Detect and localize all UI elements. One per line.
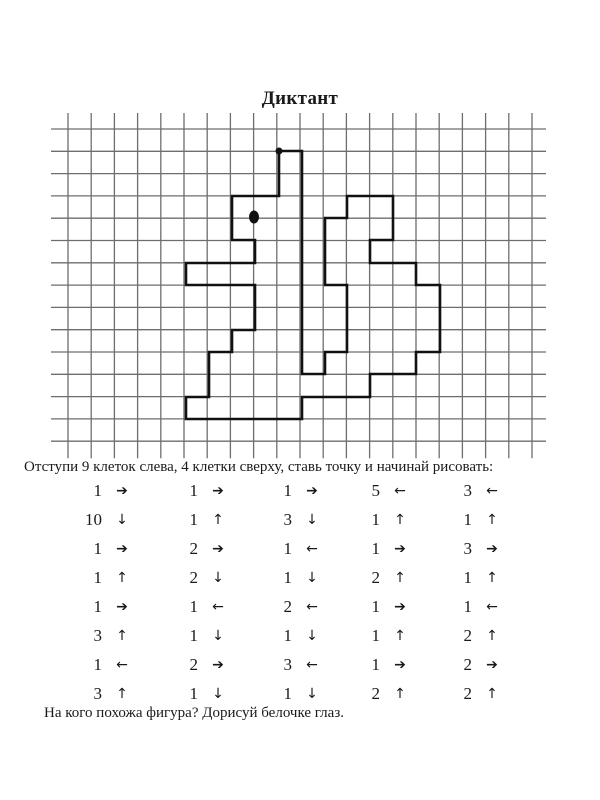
step-count: 10 — [85, 510, 102, 529]
step-count: 1 — [93, 568, 102, 587]
arrow-down-icon: ↓ — [306, 512, 318, 528]
arrow-left-icon: ← — [306, 541, 318, 557]
step-count: 1 — [371, 626, 380, 645]
command-step — [72, 538, 132, 560]
step-count: 3 — [283, 655, 292, 674]
command-step — [442, 509, 502, 531]
command-table — [0, 480, 600, 703]
command-step — [350, 538, 410, 560]
command-step — [442, 567, 502, 589]
command-step — [442, 480, 502, 502]
step-count: 2 — [371, 568, 380, 587]
arrow-right-icon: ➔ — [306, 483, 318, 499]
command-step — [168, 538, 228, 560]
step-count: 2 — [283, 597, 292, 616]
command-step — [350, 480, 410, 502]
step-count: 1 — [189, 597, 198, 616]
command-step — [168, 596, 228, 618]
command-step — [168, 654, 228, 676]
command-step — [72, 683, 132, 705]
step-count: 1 — [93, 539, 102, 558]
command-step — [262, 654, 322, 676]
arrow-up-icon: ↑ — [486, 686, 498, 702]
command-step — [262, 480, 322, 502]
arrow-down-icon: ↓ — [306, 686, 318, 702]
arrow-right-icon: ➔ — [116, 541, 128, 557]
command-step — [350, 596, 410, 618]
step-count: 2 — [189, 568, 198, 587]
command-step — [262, 538, 322, 560]
arrow-right-icon: ➔ — [394, 657, 406, 673]
arrow-down-icon: ↓ — [306, 628, 318, 644]
command-step — [168, 567, 228, 589]
command-step — [168, 480, 228, 502]
step-count: 1 — [283, 626, 292, 645]
arrow-left-icon: ← — [212, 599, 224, 615]
step-count: 1 — [93, 481, 102, 500]
step-count: 1 — [189, 481, 198, 500]
command-step — [72, 625, 132, 647]
step-count: 1 — [371, 539, 380, 558]
command-step — [442, 538, 502, 560]
arrow-down-icon: ↓ — [212, 686, 224, 702]
command-step — [72, 567, 132, 589]
step-count: 1 — [463, 597, 472, 616]
step-count: 1 — [283, 481, 292, 500]
step-count: 5 — [371, 481, 380, 500]
arrow-up-icon: ↑ — [116, 686, 128, 702]
arrow-up-icon: ↑ — [486, 628, 498, 644]
arrow-up-icon: ↑ — [116, 628, 128, 644]
step-count: 1 — [189, 684, 198, 703]
arrow-up-icon: ↑ — [486, 570, 498, 586]
step-count: 1 — [463, 510, 472, 529]
step-count: 2 — [371, 684, 380, 703]
command-step — [72, 654, 132, 676]
command-step — [262, 683, 322, 705]
arrow-up-icon: ↑ — [394, 512, 406, 528]
arrow-left-icon: ← — [116, 657, 128, 673]
step-count: 2 — [463, 684, 472, 703]
arrow-down-icon: ↓ — [306, 570, 318, 586]
arrow-down-icon: ↓ — [212, 570, 224, 586]
step-count: 1 — [283, 539, 292, 558]
arrow-left-icon: ← — [486, 483, 498, 499]
command-step — [168, 625, 228, 647]
arrow-right-icon: ➔ — [116, 599, 128, 615]
arrow-right-icon: ➔ — [212, 657, 224, 673]
step-count: 3 — [93, 626, 102, 645]
arrow-right-icon: ➔ — [486, 657, 498, 673]
arrow-right-icon: ➔ — [486, 541, 498, 557]
command-step — [442, 625, 502, 647]
start-point-dot — [276, 148, 283, 155]
step-count: 1 — [93, 655, 102, 674]
arrow-left-icon: ← — [306, 657, 318, 673]
command-step — [350, 567, 410, 589]
step-count: 1 — [189, 626, 198, 645]
command-step — [442, 654, 502, 676]
command-step — [72, 480, 132, 502]
step-count: 2 — [463, 655, 472, 674]
arrow-right-icon: ➔ — [394, 599, 406, 615]
command-step — [262, 596, 322, 618]
arrow-up-icon: ↑ — [394, 628, 406, 644]
instruction-text: Отступи 9 клеток слева, 4 клетки сверху, ставь точку и начинай рисовать: — [24, 459, 494, 475]
arrow-up-icon: ↑ — [212, 512, 224, 528]
arrow-left-icon: ← — [394, 483, 406, 499]
arrow-left-icon: ← — [486, 599, 498, 615]
step-count: 1 — [283, 684, 292, 703]
arrow-up-icon: ↑ — [116, 570, 128, 586]
step-count: 1 — [189, 510, 198, 529]
command-step — [72, 509, 132, 531]
step-count: 1 — [283, 568, 292, 587]
command-step — [350, 509, 410, 531]
command-step — [72, 596, 132, 618]
step-count: 2 — [189, 539, 198, 558]
step-count: 1 — [93, 597, 102, 616]
step-count: 1 — [463, 568, 472, 587]
command-step — [262, 567, 322, 589]
command-step — [168, 509, 228, 531]
step-count: 2 — [189, 655, 198, 674]
arrow-left-icon: ← — [306, 599, 318, 615]
step-count: 3 — [463, 481, 472, 500]
step-count: 3 — [93, 684, 102, 703]
step-count: 1 — [371, 510, 380, 529]
command-step — [262, 509, 322, 531]
step-count: 3 — [283, 510, 292, 529]
arrow-up-icon: ↑ — [486, 512, 498, 528]
command-step — [442, 596, 502, 618]
arrow-right-icon: ➔ — [116, 483, 128, 499]
step-count: 1 — [371, 597, 380, 616]
command-step — [262, 625, 322, 647]
arrow-up-icon: ↑ — [394, 686, 406, 702]
arrow-right-icon: ➔ — [212, 541, 224, 557]
step-count: 2 — [463, 626, 472, 645]
page-title: Диктант — [261, 88, 339, 109]
arrow-down-icon: ↓ — [212, 628, 224, 644]
arrow-down-icon: ↓ — [116, 512, 128, 528]
command-step — [168, 683, 228, 705]
command-step — [350, 683, 410, 705]
command-step — [350, 654, 410, 676]
arrow-right-icon: ➔ — [212, 483, 224, 499]
question-text: На кого похожа фигура? Дорисуй белочке глаз. — [44, 705, 344, 721]
arrow-right-icon: ➔ — [394, 541, 406, 557]
command-step — [442, 683, 502, 705]
grid-lines — [51, 113, 546, 458]
step-count: 1 — [371, 655, 380, 674]
step-count: 3 — [463, 539, 472, 558]
command-step — [350, 625, 410, 647]
eye-dot — [249, 211, 259, 224]
arrow-up-icon: ↑ — [394, 570, 406, 586]
